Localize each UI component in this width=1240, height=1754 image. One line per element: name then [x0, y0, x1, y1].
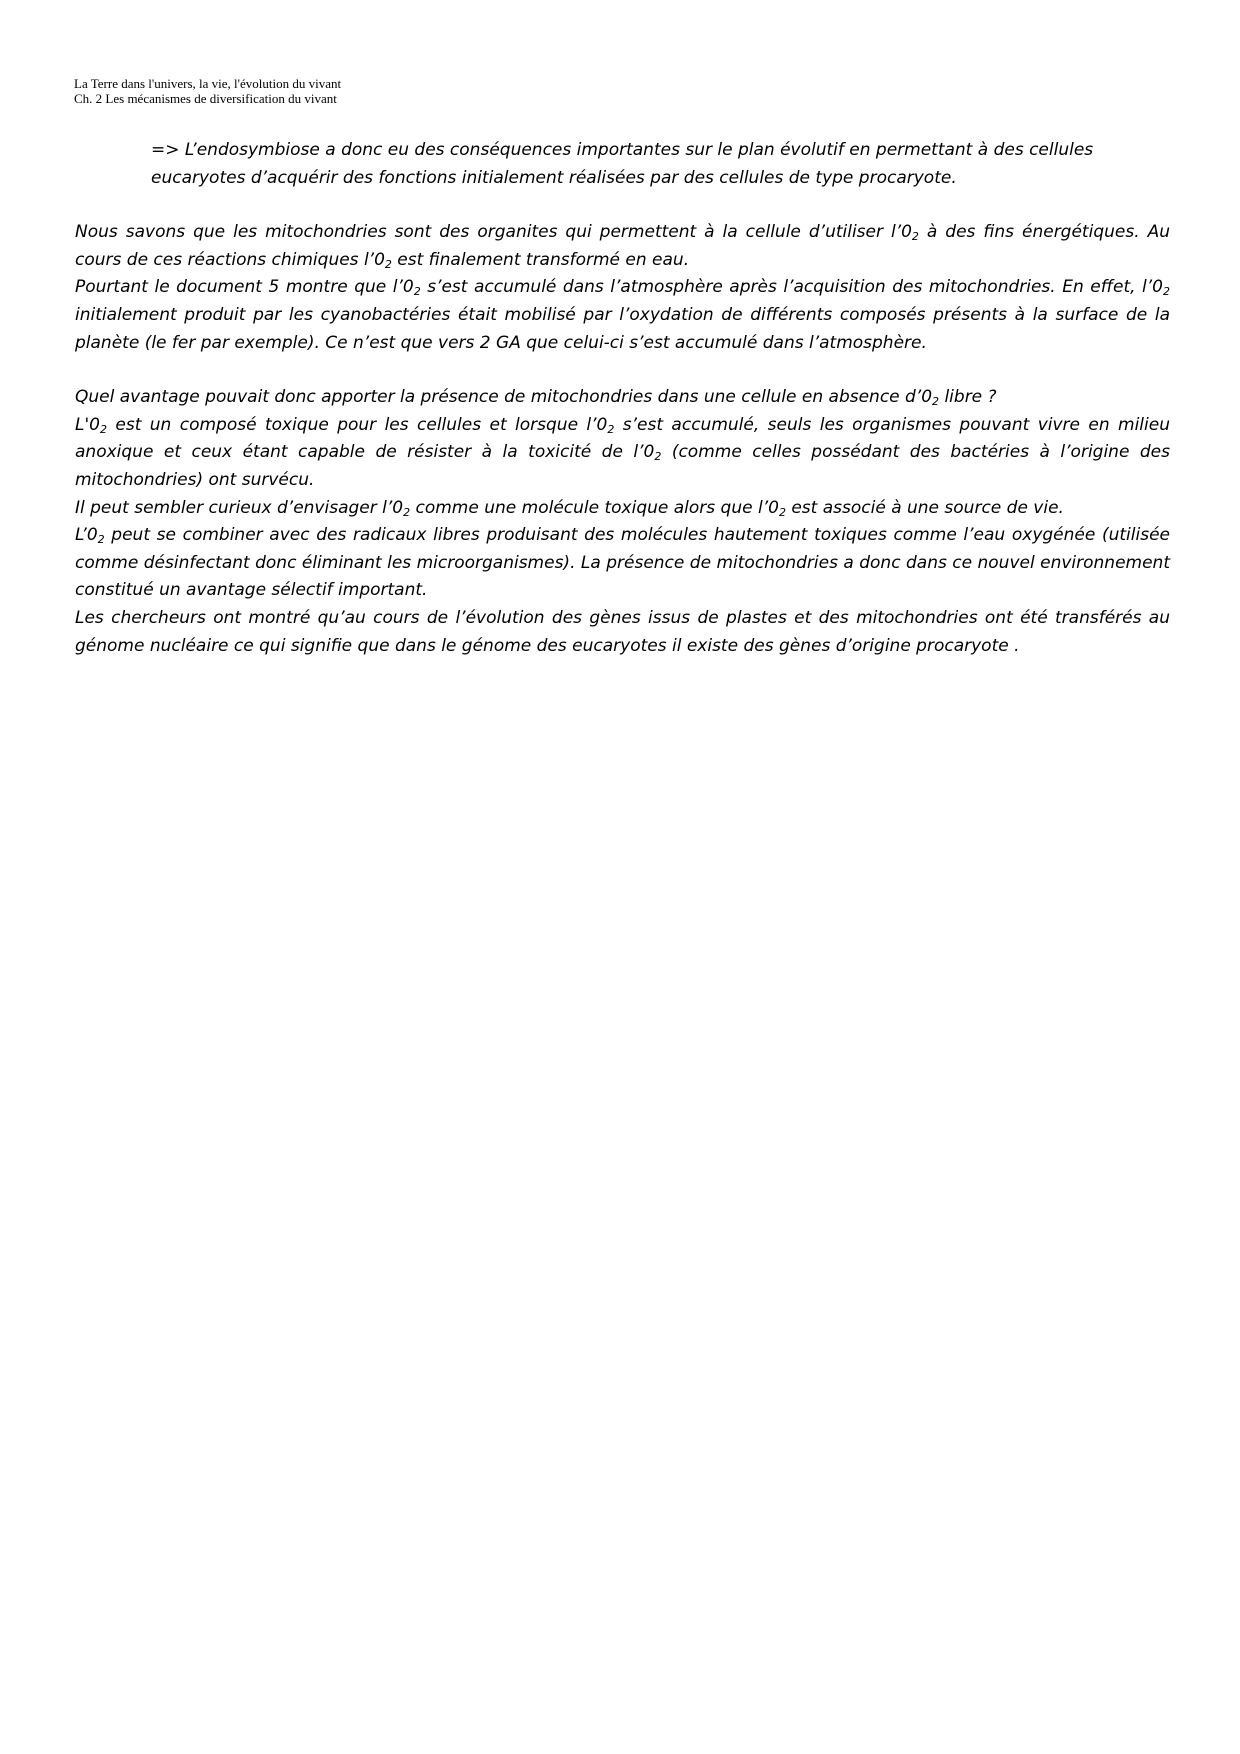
- paragraph-mitochondria-intro: Nous savons que les mitochondries sont des organites qui permettent à la cellule d’utiliser $l’0_2$ à des fins énergétiques. Au cours de ces réactions chimiques $l’0_2$ est finalement transformé en eau.: [75, 222, 1170, 271]
- page-header: [74, 76, 341, 106]
- paragraph-question: Quel avantage pouvait donc apporter la présence de mitochondries dans une cellule en absence $d’0_2$ libre ?: [75, 387, 997, 409]
- paragraph-endosymbiosis-conclusion: => L’endosymbiose a donc eu des conséquences importantes sur le plan évolutif en permettant à des cellules eucaryotes d’acquérir des fonctions initialement réalisées par des cellules de type procaryote.: [151, 140, 1094, 188]
- paragraph-gene-transfer: Les chercheurs ont montré qu’au cours de l’évolution des gènes issus de plastes et des mitochondries ont été transférés au génome nucléaire ce qui signifie que dans le génome des eucaryotes il existe des gènes d’origine procaryote .: [75, 607, 1170, 656]
- paragraph-curious-toxic-molecule: Il peut sembler curieux d’envisager $l’0_2$ comme une molécule toxique alors que $l’0_2$ est associé à une source de vie.: [75, 497, 1064, 519]
- paragraph-gap: [75, 357, 1170, 384]
- paragraph-gap: [75, 192, 1170, 219]
- paragraph-free-radicals: $L’0_2$ peut se combiner avec des radicaux libres produisant des molécules hautement toxiques comme l’eau oxygénée (utilisée comme désinfectant donc éliminant les microorganismes). La présence de mitochondries a donc dans ce nouvel environnement constitué un avantage sélectif important.: [75, 525, 1170, 601]
- header-course-title: La Terre dans l'univers, la vie, l'évolution du vivant: [74, 76, 342, 91]
- header-chapter-title: Ch. 2 Les mécanismes de diversification du vivant: [74, 91, 337, 106]
- paragraph-document-5: Pourtant le document 5 montre que $l’0_2$ s’est accumulé dans l’atmosphère après l’acquisition des mitochondries. En effet, $l’0_2$ initialement produit par les cyanobactéries était mobilisé par l’oxydation de différents composés présents à la surface de la planète (le fer par exemple). Ce n’est que vers 2 GA que celui-ci s’est accumulé dans l’atmosphère.: [75, 277, 1170, 353]
- document-body: [75, 137, 1170, 660]
- paragraph-oxygen-toxicity: $L'0_2$ est un composé toxique pour les cellules et lorsque $l’0_2$ s’est accumulé, seuls les organismes pouvant vivre en milieu anoxique et ceux étant capable de résister à la toxicité de $l’0_2$ (comme celles possédant des bactéries à l’origine des mitochondries) ont survécu.: [75, 414, 1170, 490]
